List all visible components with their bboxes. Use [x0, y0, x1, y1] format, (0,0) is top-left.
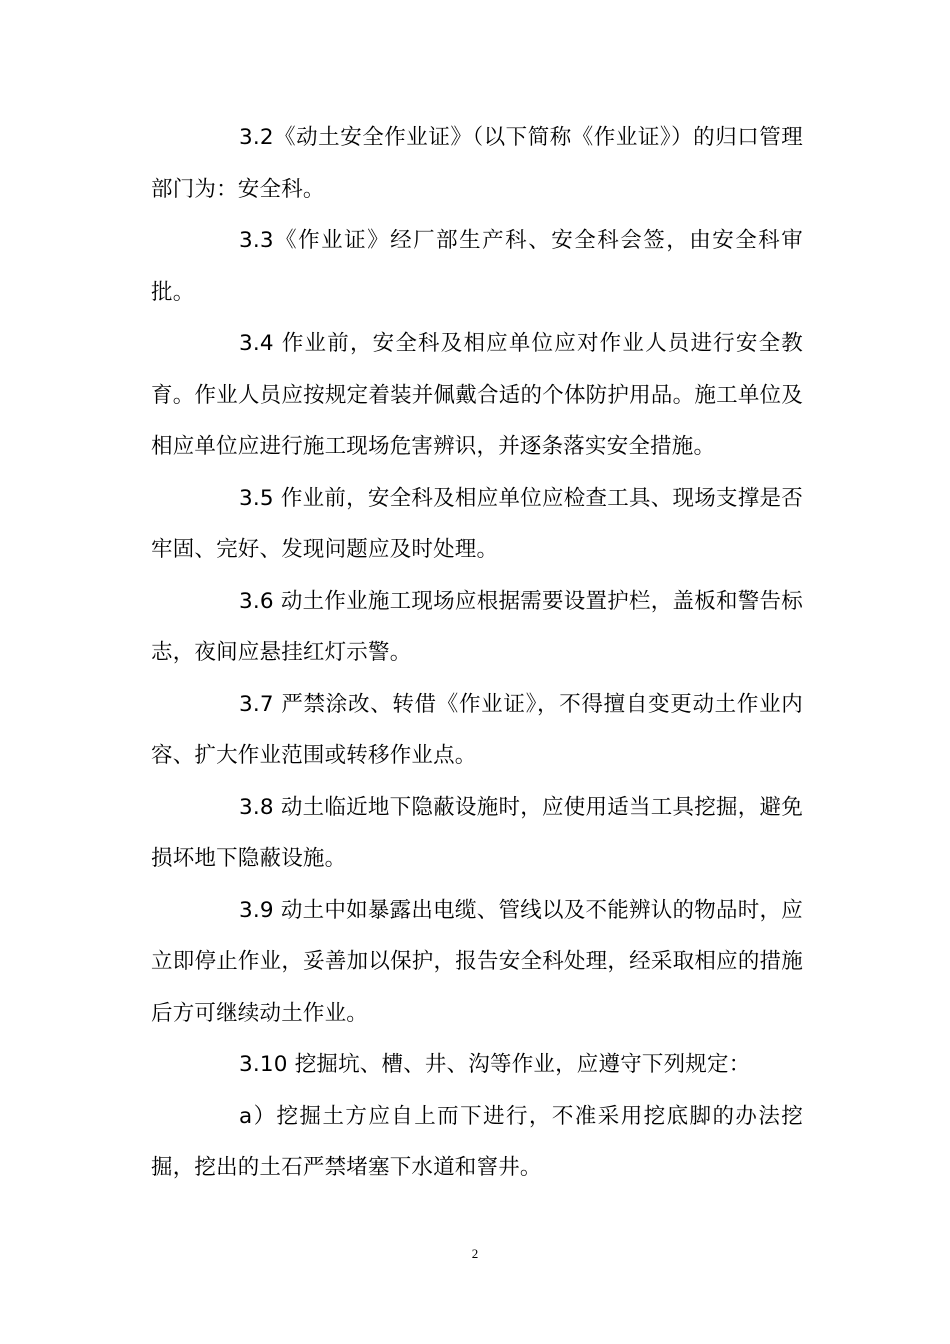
paragraph-3-8: 3.8 动土临近地下隐蔽设施时，应使用适当工具挖掘，避免损坏地下隐蔽设施。 [151, 794, 803, 871]
paragraph-3-5: 3.5 作业前，安全科及相应单位应检查工具、现场支撑是否牢固、完好、发现问题应及时处理。 [151, 485, 803, 562]
paragraph-3-3: 3.3《作业证》经厂部生产科、安全科会签，由安全科审批。 [151, 228, 803, 305]
page-number: 2 [471, 1246, 479, 1261]
document-body [151, 112, 803, 1194]
paragraph-3-4: 3.4 作业前，安全科及相应单位应对作业人员进行安全教育。作业人员应按规定着装并佩戴合适的个体防护用品。施工单位及相应单位应进行施工现场危害辨识，并逐条落实安全措施。 [151, 331, 803, 459]
paragraph-3-10-a: a）挖掘土方应自上而下进行，不准采用挖底脚的办法挖掘，挖出的土石严禁堵塞下水道和窨井。 [151, 1103, 803, 1180]
paragraph-3-6: 3.6 动土作业施工现场应根据需要设置护栏，盖板和警告标志，夜间应悬挂红灯示警。 [151, 588, 803, 665]
paragraph-3-2: 3.2《动土安全作业证》（以下简称《作业证》）的归口管理部门为：安全科。 [151, 125, 803, 202]
paragraph-3-7: 3.7 严禁涂改、转借《作业证》，不得擅自变更动土作业内容、扩大作业范围或转移作业点。 [151, 691, 803, 768]
paragraph-3-9: 3.9 动土中如暴露出电缆、管线以及不能辨认的物品时，应立即停止作业，妥善加以保护，报告安全科处理，经采取相应的措施后方可继续动土作业。 [151, 897, 803, 1026]
paragraph-3-10: 3.10 挖掘坑、槽、井、沟等作业，应遵守下列规定： [239, 1052, 751, 1077]
